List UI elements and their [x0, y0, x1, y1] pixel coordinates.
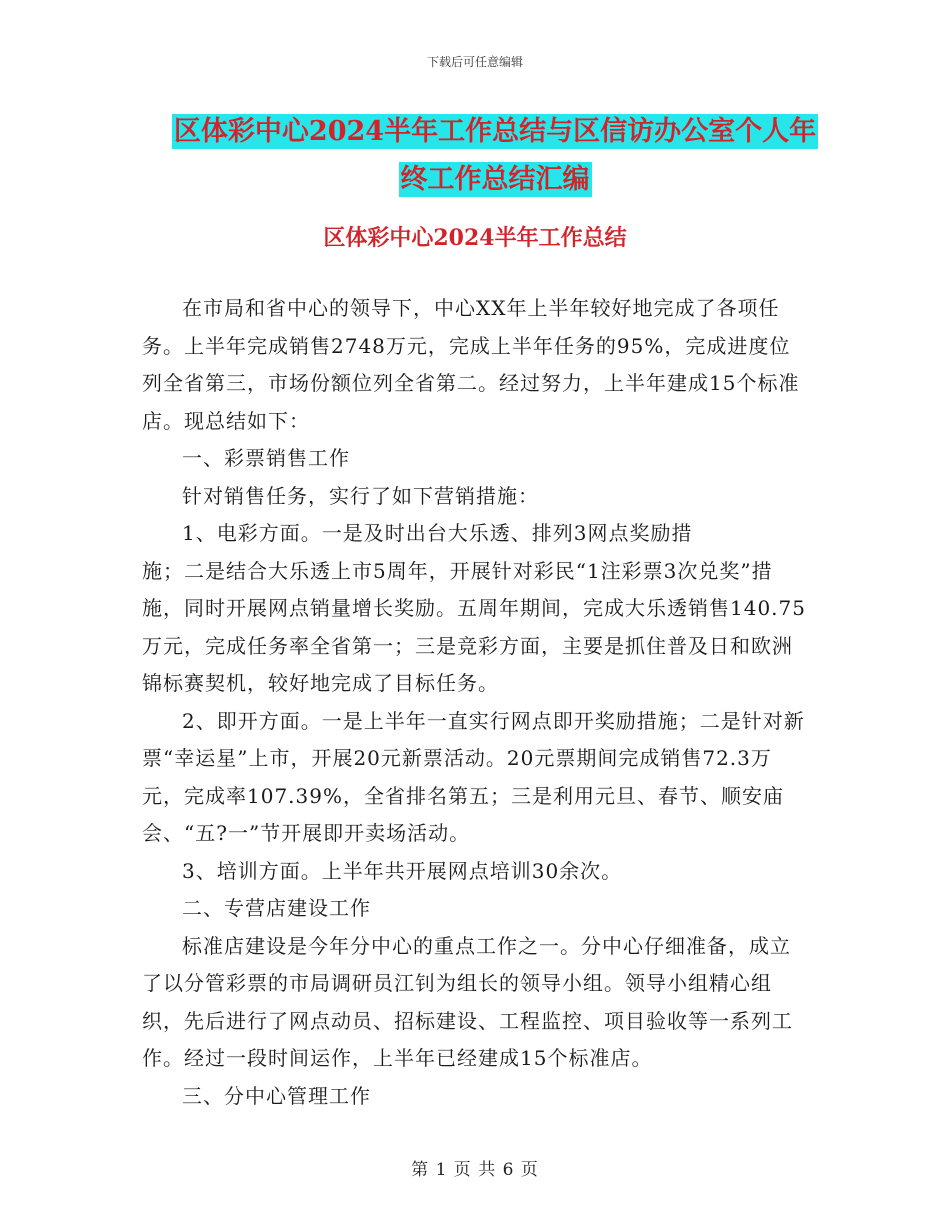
- document-title-line-2: 终工作总结汇编: [400, 164, 590, 195]
- heading-store-construction: 二、专营店建设工作: [182, 896, 371, 920]
- page-number: 第 1 页 共 6 页: [411, 1160, 539, 1180]
- document-title-line-1: 区体彩中心2024半年工作总结与区信访办公室个人年: [173, 116, 817, 147]
- paragraph: 在市局和省中心的领导下，中心XX年上半年较好地完成了各项任务。上半年完成销售2748万元，完成上半年任务的95%，完成进度位列全省第三，市场份额位列全省第二。经过努力，上半年建成15个标准店。现总结如下：: [142, 296, 800, 433]
- document-body: [142, 290, 810, 1115]
- paragraph: 施；二是结合大乐透上市5周年，开展针对彩民“1注彩票3次兑奖”措施，同时开展网点销量增长奖励。五周年期间，完成大乐透销售140.75万元，完成任务率全省第一；三是竞彩方面，主要是抓住普及日和欧洲锦标赛契机，较好地完成了目标任务。: [142, 558, 806, 695]
- heading-sales-work: 一、彩票销售工作: [182, 446, 350, 470]
- document-title: [120, 108, 870, 204]
- page-header: 下载后可任意编辑: [426, 55, 523, 69]
- section-title: 区体彩中心2024半年工作总结: [323, 225, 627, 251]
- heading-center-management: 三、分中心管理工作: [182, 1083, 371, 1108]
- paragraph: 3、培训方面。上半年共开展网点培训30余次。: [182, 858, 623, 883]
- paragraph: 1、电彩方面。一是及时出台大乐透、排列3网点奖励措: [182, 521, 693, 545]
- paragraph: 2、即开方面。一是上半年一直实行网点即开奖励措施；二是针对新票“幸运星”上市，开展20元新票活动。20元票期间完成销售72.3万元，完成率107.39%，全省排名第五；三是利用元旦、春节、顺安庙会、“五?一”节开展即开卖场活动。: [142, 708, 805, 845]
- paragraph: 针对销售任务，实行了如下营销措施：: [182, 483, 539, 508]
- paragraph: 标准店建设是今年分中心的重点工作之一。分中心仔细准备，成立了以分管彩票的市局调研员江钊为组长的领导小组。领导小组精心组织，先后进行了网点动员、招标建设、工程监控、项目验收等一系列工作。经过一段时间运作，上半年已经建成15个标准店。: [142, 933, 793, 1070]
